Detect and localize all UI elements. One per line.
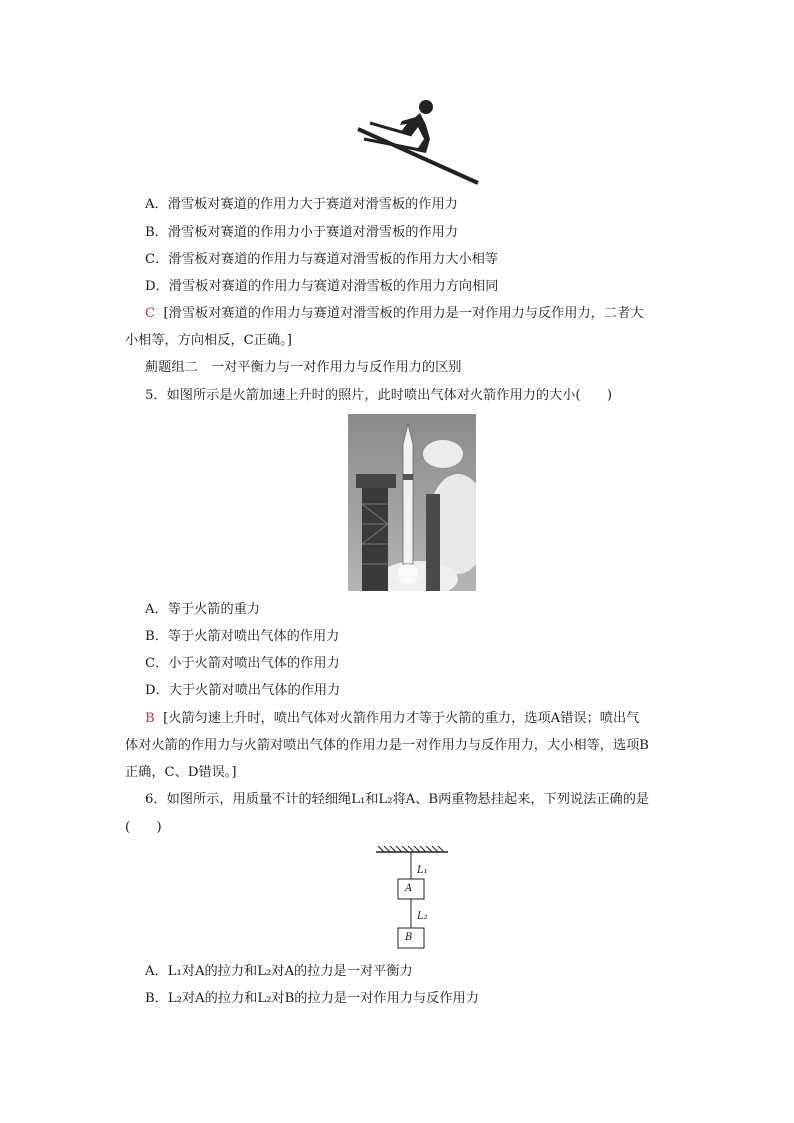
q6-option-b: B．L₂对A的拉力和L₂对B的拉力是一对作用力与反作用力 xyxy=(145,991,479,1006)
q4-answer-text-1: [滑雪板对赛道的作用力与赛道对滑雪板的作用力是一对作用力与反作用力，二者大 xyxy=(163,306,644,321)
q4-answer-text-2: 小相等，方向相反，C正确。] xyxy=(125,333,292,348)
q5-answer-text-2: 体对火箭的作用力与火箭对喷出气体的作用力是一对作用力与反作用力，大小相等，选项B xyxy=(125,738,649,753)
q4-option-b: B．滑雪板对赛道的作用力小于赛道对滑雪板的作用力 xyxy=(145,225,459,240)
q5-option-a: A．等于火箭的重力 xyxy=(145,602,261,617)
q5-answer-text-1: [火箭匀速上升时，喷出气体对火箭作用力才等于火箭的重力，选项A错误；喷出气 xyxy=(163,711,640,726)
q5-answer xyxy=(145,709,639,729)
q6-option-a: A．L₁对A的拉力和L₂对A的拉力是一对平衡力 xyxy=(145,964,413,979)
group2-title: 薊题组二 一对平衡力与一对作用力与反作用力的区别 xyxy=(145,360,462,375)
q5-option-c: C．小于火箭对喷出气体的作用力 xyxy=(145,656,340,671)
q5-stem: 5．如图所示是火箭加速上升时的照片，此时喷出气体对火箭作用力的大小( ) xyxy=(145,388,613,403)
q4-option-c: C．滑雪板对赛道的作用力与赛道对滑雪板的作用力大小相等 xyxy=(145,252,498,267)
q5-option-b: B．等于火箭对喷出气体的作用力 xyxy=(145,629,340,644)
q5-answer-text-3: 正确，C、D错误。] xyxy=(125,765,237,780)
label-l2: L₂ xyxy=(417,911,428,922)
q4-option-a: A．滑雪板对赛道的作用力大于赛道对滑雪板的作用力 xyxy=(145,197,458,212)
q4-option-d: D．滑雪板对赛道的作用力与赛道对滑雪板的作用力方向相同 xyxy=(145,279,499,294)
label-a: A xyxy=(405,883,413,894)
skier-figure xyxy=(350,95,485,187)
q5-option-d: D．大于火箭对喷出气体的作用力 xyxy=(145,683,341,698)
label-l1: L₁ xyxy=(417,865,428,876)
q6-stem-2: ( ) xyxy=(125,820,162,835)
q4-answer xyxy=(145,304,643,324)
q4-answer-letter: C xyxy=(145,306,156,321)
q5-answer-letter: B xyxy=(145,711,155,726)
q6-stem-1: 6．如图所示，用质量不计的轻细绳L₁和L₂将A、B两重物悬挂起来，下列说法正确的是 xyxy=(145,792,650,807)
rocket-photo xyxy=(348,414,476,591)
label-b: B xyxy=(405,932,413,943)
